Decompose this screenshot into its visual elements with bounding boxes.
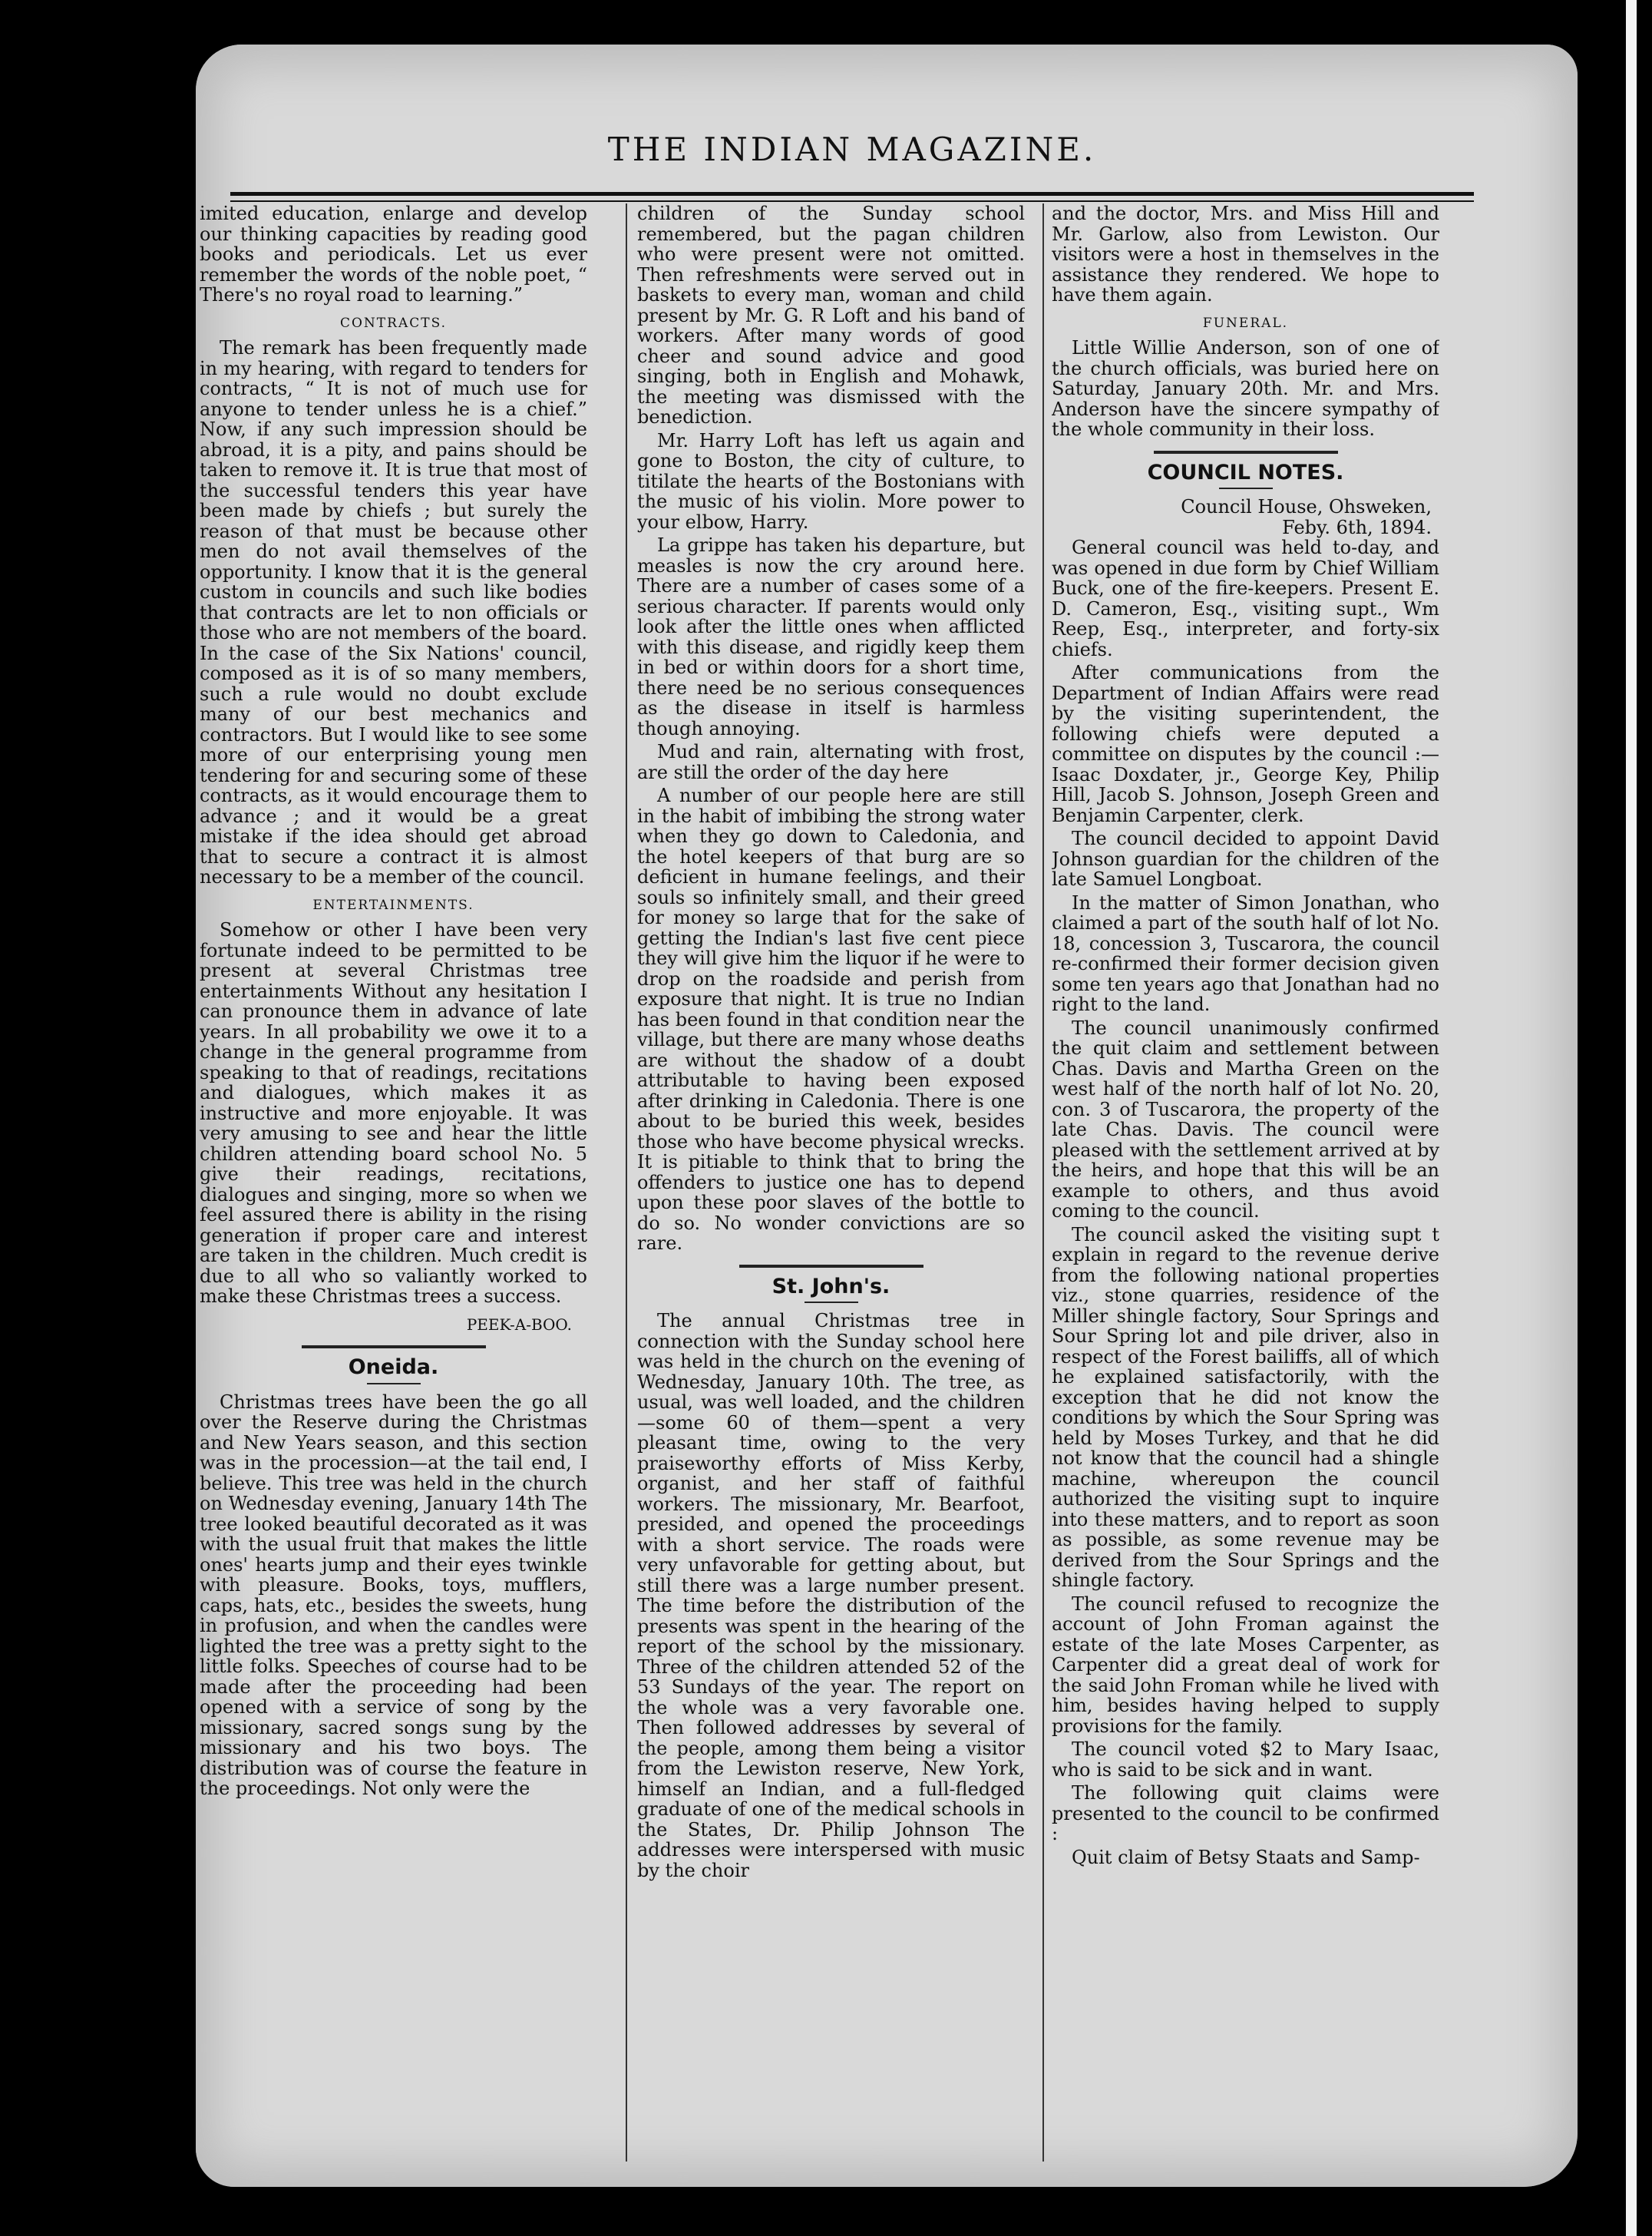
dateline-date: Feby. 6th, 1894. [1282,516,1432,538]
paragraph: imited education, enlarge and develop our thinking capacities by reading good books and periodicals. Let us ever remember the words of the noble poet, “ There's no royal road to learning.” [200,203,587,306]
paragraph: La grippe has taken his departure, but measles is now the cry around here. There are a number of cases some of a serious character. If parents would only look after the little ones when afflicted with this disease, and rigidly keep them in bed or within doors for a short time, there need be no serious consequences as the disease in itself is harmless though annoying. [637,534,1025,739]
article-rule [1154,451,1338,454]
paragraph: After communications from the Department of Indian Affairs were read by the visiting superintendent, the following chiefs were deputed a committee on disputes by the council :—Isaac Doxdater, jr., George Key, Philip Hill, Jacob S. Johnson, Joseph Green and Benjamin Carpenter, clerk. [1052,662,1439,826]
masthead-rule [230,192,1474,202]
column-2 [637,203,1025,2154]
paragraph: In the matter of Simon Jonathan, who claimed a part of the south half of lot No. 18, concession 3, Tuscarora, the council re-confirmed their former decision given some ten years ago that Jonathan had no right to the land. [1052,891,1439,1015]
paragraph: General council was held to-day, and was opened in due form by Chief William Buck, one of the fire-keepers. Present E. D. Cameron, Esq., visiting supt., Wm Reep, Esq., interpreter, and forty-six chiefs. [1052,537,1439,660]
paragraph: Christmas trees have been the go all over the Reserve during the Christmas and New Years season, and this section was in the procession—at the tail end, I believe. This tree was held in the church on Wednesday evening, January 14th The tree looked beautiful decorated as it was with the usual fruit that makes the little ones' hearts jump and their eyes twinkle with pleasure. Books, toys, mufflers, caps, hats, etc., besides the sweets, hung in profusion, and when the candles were lighted the tree was a pretty sight to the little folks. Speeches of course had to be made after the proceeding had been opened with a service of song by the missionary, sacred songs sung by the missionary and his two boys. The distribution was of course the feature in the proceedings. Not only were the [200,1391,587,1799]
article-heading-st-johns: St. John's. [771,1274,890,1298]
article-heading-council-notes: COUNCIL NOTES. [1147,460,1344,485]
scan-edge [1626,0,1637,2236]
paragraph: The council refused to recognize the account of John Froman against the estate of the late Moses Carpenter, as Carpenter did a great deal of work for the said John Froman while he lived with him, besides having helped to supply provisions for the family. [1052,1593,1439,1737]
heading-rule [367,1383,421,1384]
article-rule [302,1345,486,1348]
column-divider [1042,203,1044,2162]
paragraph: Mud and rain, alternating with frost, are still the order of the day here [637,741,1025,783]
paragraph: and the doctor, Mrs. and Miss Hill and Mr. Garlow, also from Lewiston. Our visitors were a host in themselves in the assistance they rendered. We hope to have them again. [1052,203,1439,306]
masthead-title: THE INDIAN MAGAZINE. [607,131,1097,168]
column-3 [1052,203,1439,2154]
paragraph: Somehow or other I have been very fortunate indeed to be permitted to be present at several Christmas tree entertainments Without any hesitation I can pronounce them in advance of late years. In all probability we owe it to a change in the general programme from speaking to that of readings, recitations and dialogues, which makes it as instructive and more enjoyable. It was very amusing to see and hear the little children attending board school No. 5 give their readings, recitations, dialogues and singing, more so when we feel assured there is ability in the rising generation if proper care and interest are taken in the children. Much credit is due to all who so valiantly worked to make these Christmas trees a success. [200,919,587,1307]
dateline-place: Council House, Ohsweken, [1181,496,1432,518]
paragraph: A number of our people here are still in the habit of imbibing the strong water when they go down to Caledonia, and the hotel keepers of that burg are so deficient in humane feelings, and their souls so infinitely small, and their greed for money so large that for the sake of getting the Indian's last five cent piece they will give him the liquor if he were to drop on the roadside and perish from exposure that night. It is true no Indian has been found in that condition near the village, but there are many whose deaths are without the shadow of a doubt attributable to having been exposed after drinking in Caledonia. There is one about to be buried this week, besides those who have become physical wrecks. It is pitiable to think that to bring the offenders to justice one has to depend upon these poor slaves of the bottle to do so. No wonder convictions are so rare. [637,785,1025,1254]
paragraph: The following quit claims were presented to the council to be confirmed : [1052,1782,1439,1844]
paragraph: The council decided to appoint David Johnson guardian for the children of the late Samuel Longboat. [1052,828,1439,890]
section-heading-funeral: FUNERAL. [1202,315,1289,331]
column-divider [626,203,627,2162]
paragraph: The council unanimously confirmed the quit claim and settlement between Chas. Davis and Martha Green on the west half of the north half of lot No. 20, con. 3 of Tuscarora, the property of the late Chas. Davis. The council were pleased with the settlement arrived at by the heirs, and hope that this will be an example to others, and thus avoid coming to the council. [1052,1017,1439,1222]
column-1 [200,203,587,2154]
article-heading-oneida: Oneida. [348,1355,439,1379]
paragraph: The remark has been frequently made in my hearing, with regard to tenders for contracts, “ It is not of much use for anyone to tender unless he is a chief.” Now, if any such impression should be abroad, it is a pity, and pains should be taken to remove it. It is true that most of the successful tenders this year have been made by chiefs ; but surely the reason of that must be because other men do not avail themselves of the opportunity. I know that it is the general custom in councils and such like bodies that contracts are let to non officials or those who are not members of the board. In the case of the Six Nations' council, composed as it is of so many members, such a rule would no doubt exclude many of our best mechanics and contractors. But I would like to see some more of our enterprising young men tendering for and securing some of these contracts, as it would encourage them to advance ; and it would be a great mistake if the idea should get abroad that to secure a contract it is almost necessary to be a member of the council. [200,337,587,888]
paragraph: children of the Sunday school remembered, but the pagan children who were present were not omitted. Then refreshments were served out in baskets to every man, woman and child present by Mr. G. R Loft and his band of workers. After many words of good cheer and sound advice and good singing, both in English and Mohawk, the meeting was dismissed with the benediction. [637,203,1025,428]
heading-rule [805,1302,858,1303]
article-rule [739,1265,923,1268]
paragraph: The annual Christmas tree in connection with the Sunday school here was held in the church on the evening of Wednesday, January 10th. The tree, as usual, was well loaded, and the children—some 60 of them—spent a very pleasant time, owing to the very praiseworthy efforts of Miss Kerby, organist, and her staff of faithful workers. The missionary, Mr. Bearfoot, presided, and opened the proceedings with a short service. The roads were very unfavorable for getting about, but still there was a large number present. The time before the distribution of the presents was spent in the hearing of the report of the school by the missionary. Three of the children attended 52 of the 53 Sundays of the year. The report on the whole was a very favorable one. Then followed addresses by several of the people, among them being a visitor from the Lewiston reserve, New York, himself an Indian, and a full-fledged graduate of one of the medical schools in the States, Dr. Philip Johnson The addresses were interspersed with music by the choir [637,1310,1025,1881]
paragraph: The council asked the visiting supt t explain in regard to the revenue derive from the following national properties viz., stone quarries, residence of the Miller shingle factory, Sour Springs and Sour Spring lot and pile driver, also in respect of the Forest bailiffs, all of which he explained satisfactorily, with the exception that he did not know the conditions by which the Sour Spring was held by Moses Turkey, and that he did not know that the council had a shingle machine, whereupon the council authorized the visiting supt to inquire into these matters, and to report as soon as possible, as some revenue may be derived from the Sour Springs and the shingle factory. [1052,1223,1439,1591]
author-signature: PEEK-A-BOO. [466,1315,572,1334]
section-heading-contracts: CONTRACTS. [339,315,448,331]
heading-rule [1219,488,1273,489]
paragraph: The council voted $2 to Mary Isaac, who is said to be sick and in want. [1052,1738,1439,1781]
section-heading-entertainments: ENTERTAINMENTS. [312,897,474,913]
paragraph: Little Willie Anderson, son of one of the church officials, was buried here on Saturday, January 20th. Mr. and Mrs. Anderson have the sincere sympathy of the whole community in their loss. [1052,337,1439,440]
paragraph: Mr. Harry Loft has left us again and gone to Boston, the city of culture, to titilate the hearts of the Bostonians with the music of his violin. More power to your elbow, Harry. [637,429,1025,533]
paragraph: Quit claim of Betsy Staats and Samp- [1072,1846,1420,1868]
